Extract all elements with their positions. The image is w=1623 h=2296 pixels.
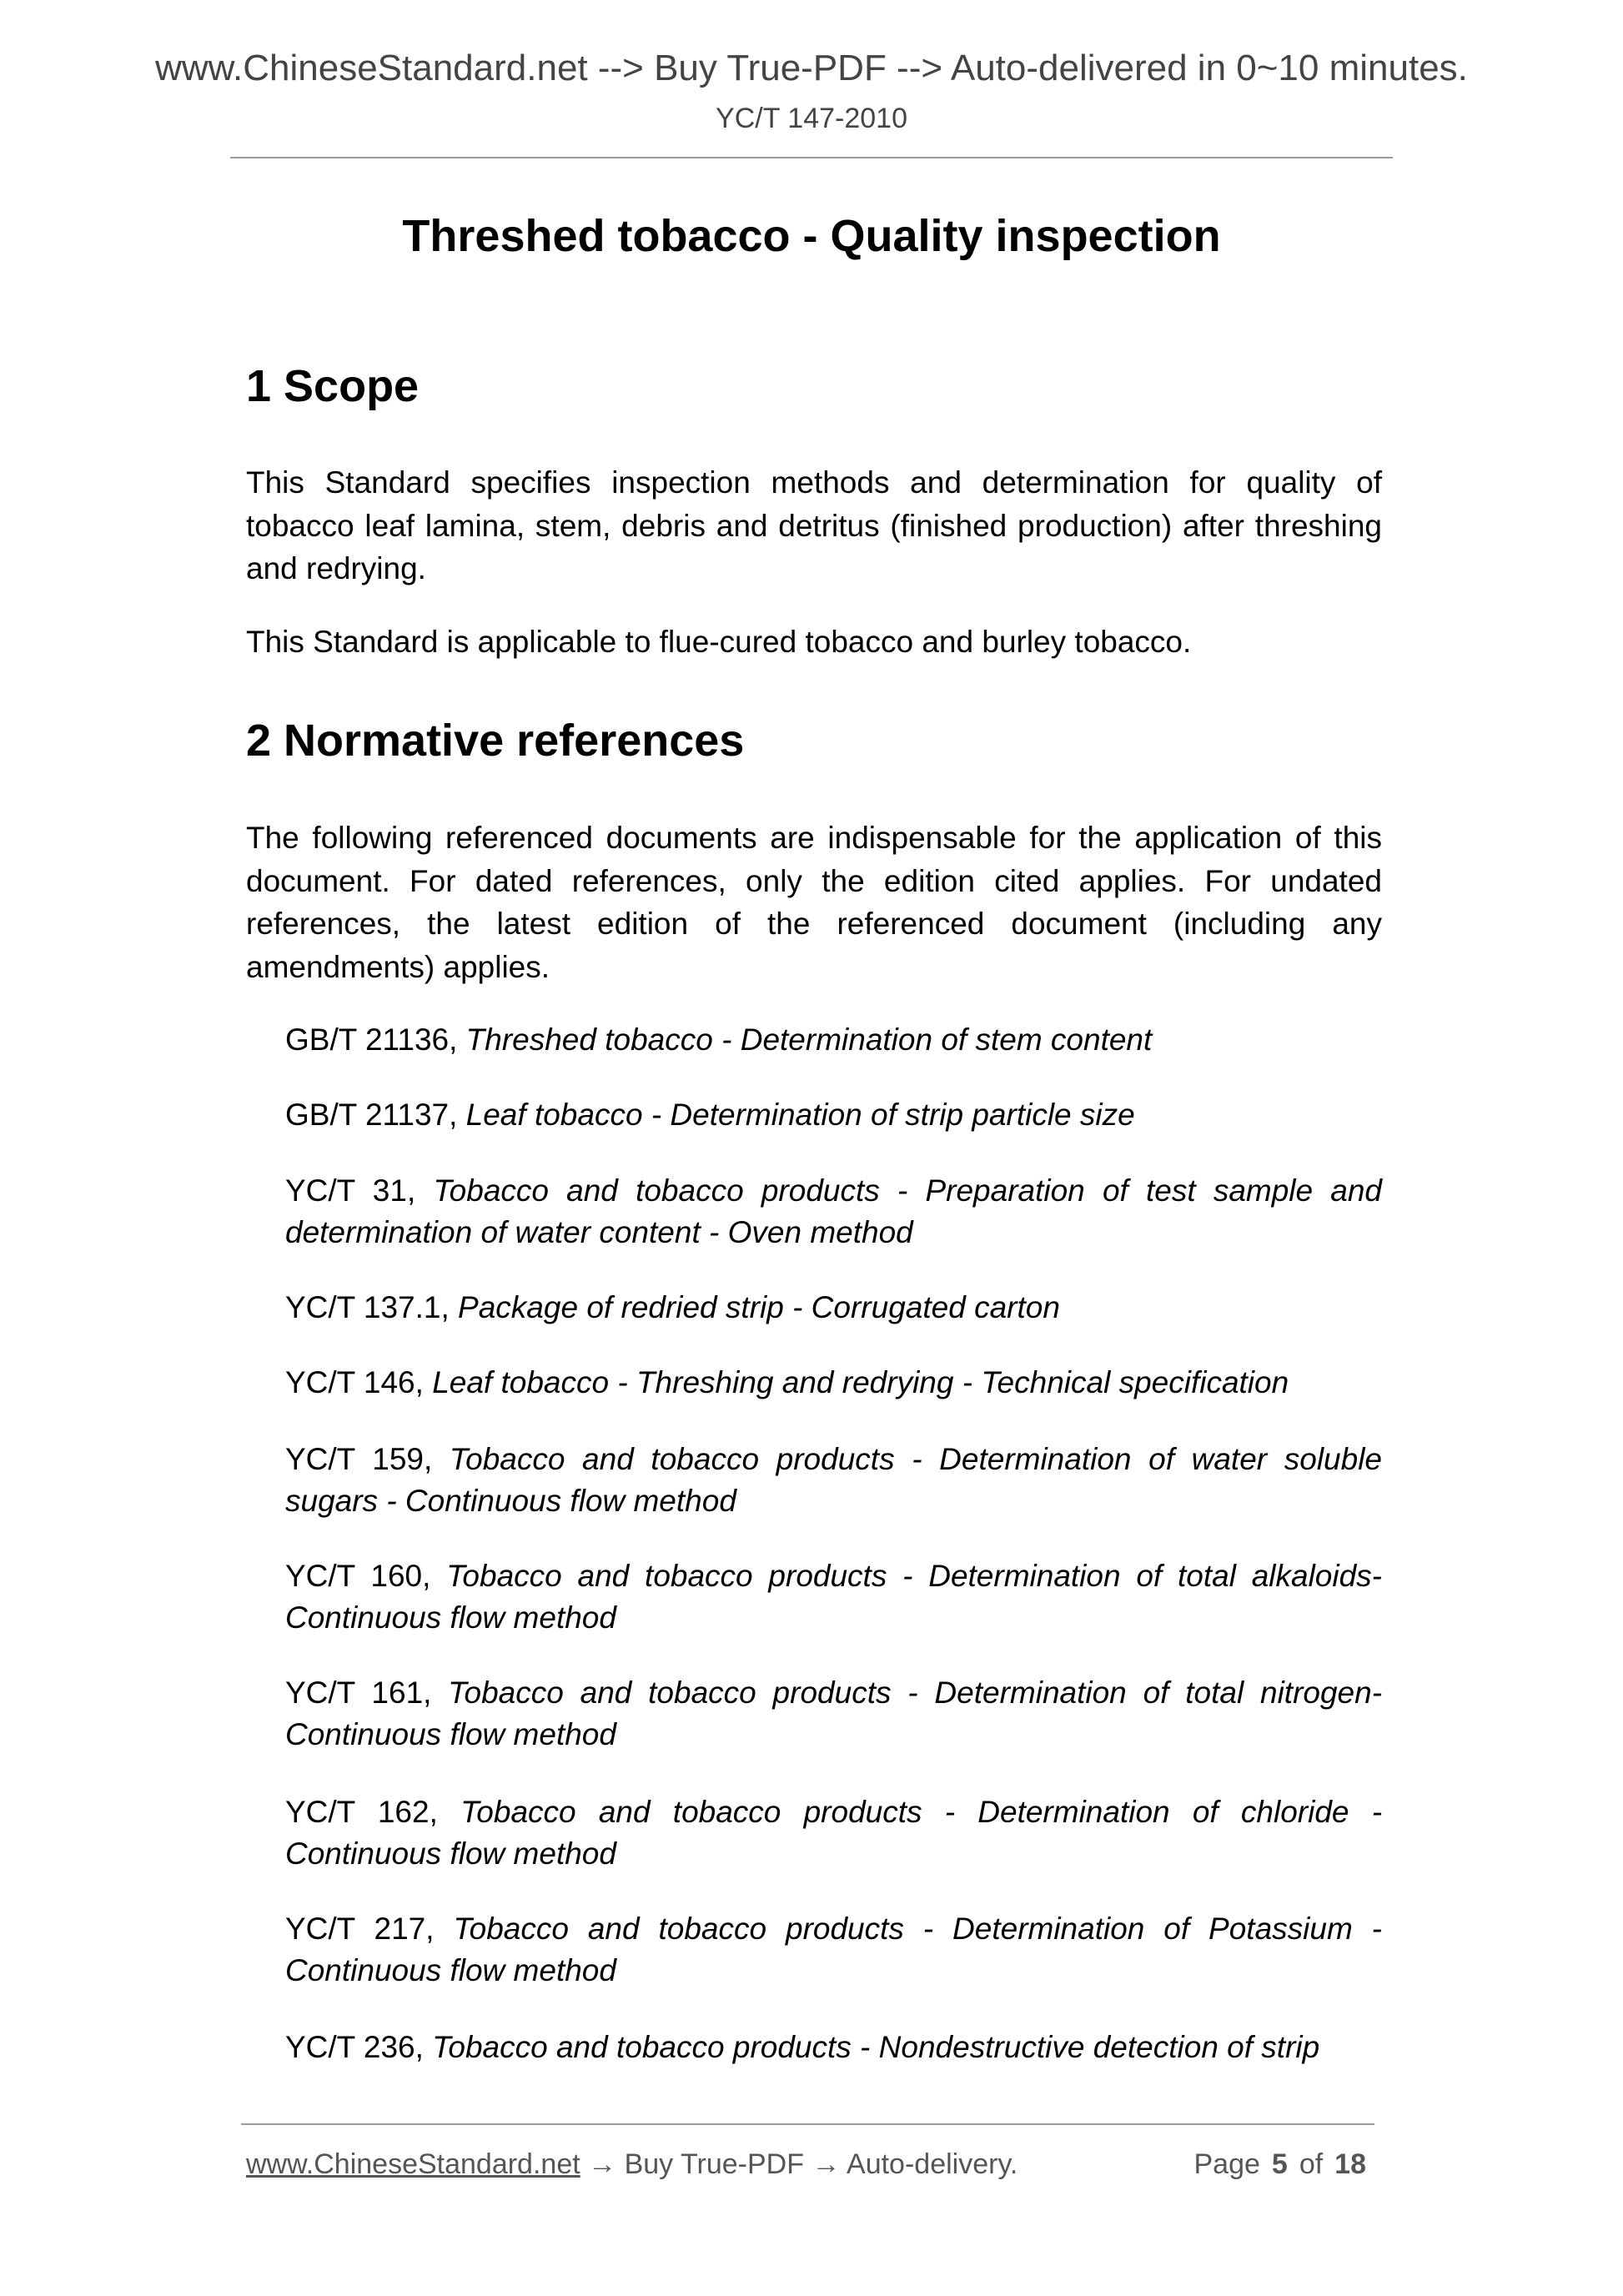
footer-buy-text: Buy True-PDF	[624, 2148, 804, 2180]
page-of: of	[1299, 2148, 1324, 2180]
chinese-standard-link[interactable]: www.ChineseStandard.net	[246, 2148, 580, 2180]
reference-title: Tobacco and tobacco products - Determination of Potassium - Continuous flow method	[285, 1912, 1382, 1987]
reference-title: Leaf tobacco - Threshing and redrying - Technical specification	[432, 1365, 1289, 1399]
reference-item	[285, 1908, 1382, 1992]
reference-item	[285, 2027, 1382, 2068]
reference-code: YC/T 236,	[285, 2030, 424, 2064]
reference-code: GB/T 21136,	[285, 1022, 458, 1057]
reference-code: YC/T 159,	[285, 1442, 433, 1476]
reference-item	[285, 1672, 1382, 1756]
section-heading-normative-references: 2 Normative references	[246, 716, 745, 766]
reference-item	[285, 1362, 1382, 1404]
reference-title: Tobacco and tobacco products - Determination of total alkaloids- Continuous flow method	[285, 1559, 1383, 1635]
normative-references-paragraph: The following referenced documents are indispensable for the application of this document. For dated references, only the edition cited applies. For undated references, the latest edition of the referenced document (including any amendments) applies.	[246, 821, 1382, 984]
section-heading-scope: 1 Scope	[246, 361, 420, 411]
reference-code: YC/T 137.1,	[285, 1290, 450, 1324]
scope-paragraph-1: This Standard specifies inspection methods and determination for quality of tobacco leaf lamina, stem, debris and detritus (finished production) after threshing and redrying.	[246, 465, 1382, 585]
reference-code: YC/T 160,	[285, 1559, 431, 1593]
reference-item	[285, 1170, 1382, 1254]
reference-code: GB/T 21137,	[285, 1098, 458, 1132]
page-indicator	[1193, 2147, 1366, 2182]
reference-item	[285, 1019, 1382, 1061]
reference-item	[285, 1791, 1382, 1875]
arrow-right-icon: →	[812, 2148, 841, 2180]
page-label: Page	[1193, 2148, 1260, 2180]
header-divider	[230, 157, 1393, 158]
footer-divider	[241, 2123, 1374, 2125]
reference-title: Tobacco and tobacco products - Preparation of test sample and determination of water content - Oven method	[285, 1173, 1383, 1249]
reference-item	[285, 1439, 1382, 1522]
reference-title: Package of redried strip - Corrugated carton	[458, 1290, 1060, 1324]
reference-title: Tobacco and tobacco products - Determination of total nitrogen- Continuous flow method	[285, 1676, 1383, 1751]
document-title: Threshed tobacco - Quality inspection	[402, 211, 1221, 261]
reference-title: Tobacco and tobacco products - Determination of water soluble sugars - Continuous flow method	[285, 1442, 1382, 1518]
header-banner: www.ChineseStandard.net --> Buy True-PDF --> Auto-delivered in 0~10 minutes.	[155, 48, 1468, 88]
reference-item	[285, 1094, 1382, 1136]
reference-code: YC/T 31,	[285, 1173, 416, 1208]
reference-code: YC/T 161,	[285, 1676, 432, 1710]
reference-title: Threshed tobacco - Determination of stem content	[465, 1022, 1153, 1057]
reference-title: Tobacco and tobacco products - Determination of chloride - Continuous flow method	[285, 1795, 1383, 1871]
reference-title: Leaf tobacco - Determination of strip particle size	[465, 1098, 1135, 1132]
reference-code: YC/T 146,	[285, 1365, 424, 1399]
footer-delivery-text: Auto-delivery.	[847, 2148, 1018, 2180]
reference-code: YC/T 217,	[285, 1912, 435, 1946]
reference-title: Tobacco and tobacco products - Nondestructive detection of strip	[432, 2030, 1320, 2064]
standard-code: YC/T 147-2010	[716, 103, 907, 134]
footer-promo	[246, 2147, 1018, 2182]
arrow-right-icon: →	[588, 2148, 617, 2180]
page-total: 18	[1334, 2148, 1366, 2180]
reference-item	[285, 1287, 1382, 1329]
reference-code: YC/T 162,	[285, 1795, 438, 1829]
scope-paragraph-2: This Standard is applicable to flue-cured tobacco and burley tobacco.	[246, 625, 1192, 659]
reference-item	[285, 1555, 1382, 1639]
page-current: 5	[1271, 2148, 1288, 2180]
